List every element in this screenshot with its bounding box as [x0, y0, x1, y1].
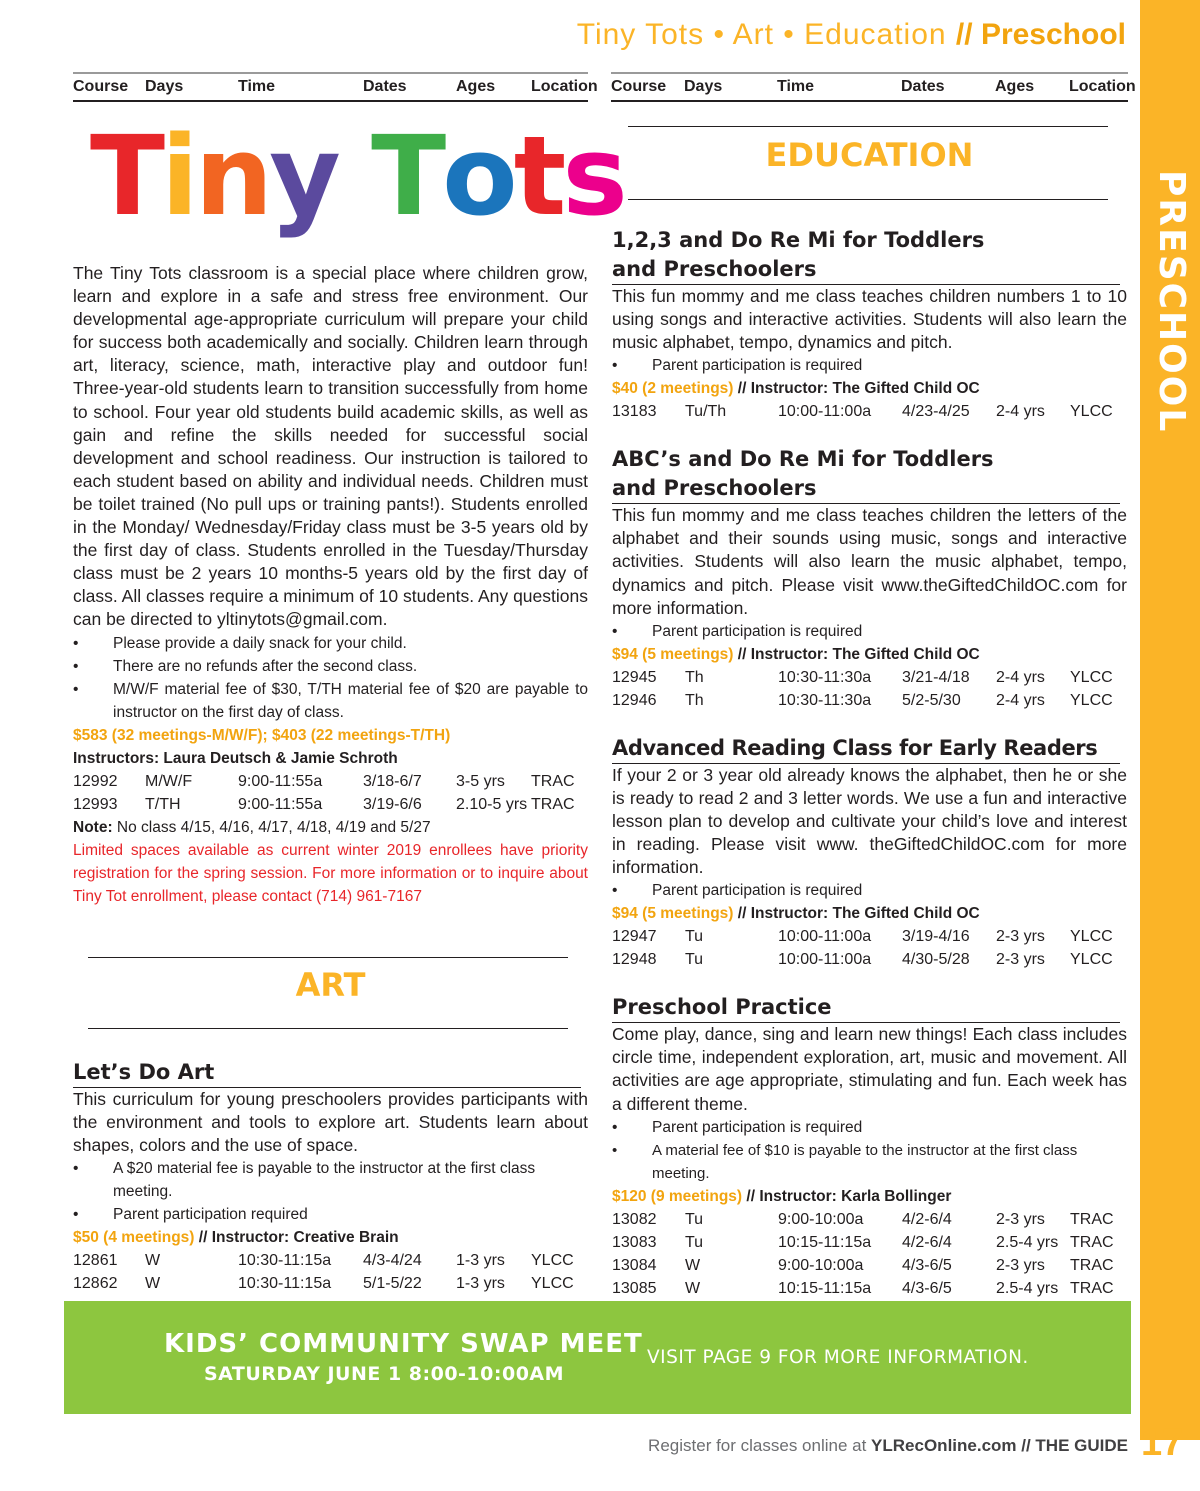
bullet-item: • Parent participation is required	[612, 622, 863, 640]
logo-letter: T	[90, 112, 162, 240]
table-row: 13085 W 10:15-11:15a 4/3-6/5 2.5-4 yrs TRAC	[612, 1279, 1114, 1297]
course-description: If your 2 or 3 year old already knows the alphabet, then he or she is ready to read 2 and 3 letter words. We use a fun and interactive lesson plan to develop and cultivate your child’s love and interest in reading. Please visit www. theGiftedChildOC.com for more information.	[612, 764, 1127, 878]
table-row: 13083 Tu 10:15-11:15a 4/2-6/4 2.5-4 yrs TRAC	[612, 1233, 1114, 1251]
course-price: $94 (5 meetings) // Instructor: The Gifted Child OC	[612, 905, 980, 923]
education-course	[612, 734, 1127, 971]
logo-letter	[337, 112, 371, 240]
logo-letter: o	[442, 112, 514, 240]
education-course	[612, 226, 1127, 423]
header-section: Preschool	[980, 18, 1126, 51]
course-description: Come play, dance, sing and learn new things! Each class includes circle time, independent exploration, art, music and movement. All activities are age appropriate, stimulating and fun. Each week has a different theme.	[612, 1024, 1127, 1114]
logo-letter: s	[562, 112, 624, 240]
footer-guide: // THE GUIDE	[1016, 1436, 1128, 1455]
course-description: This fun mommy and me class teaches children numbers 1 to 10 using songs and interactive activities. Students will also learn the music alphabet, tempo, dynamics and pitch.	[612, 286, 1127, 353]
bullet-item: • A material fee of $10 is payable to the instructor at the first class meeting.	[612, 1141, 1078, 1182]
bullet-item: • Please provide a daily snack for your child.	[73, 634, 407, 652]
right-column	[612, 226, 1127, 1323]
tiny-tots-notice: Limited spaces available as current winter 2019 enrollees have priority registration for the spring session. For more information or to inquire about Tiny Tot enrollment, please contact (714) 961-7167	[73, 841, 588, 905]
course-description: This curriculum for young preschoolers provides participants with the environment and tools to explore art. Students learn about shapes, colors and the use of space.	[73, 1089, 588, 1156]
bullet-item: • Parent participation is required	[612, 1118, 863, 1136]
course-title-line: 1,2,3 and Do Re Mi for Toddlers	[612, 228, 985, 252]
col-course: Course	[73, 78, 129, 95]
art-course	[73, 1058, 588, 1295]
course-description: This fun mommy and me class teaches children the letters of the alphabet and their sounds using music, songs and interactive activities. Students will also learn the music alphabet, tempo, dynamics and pitch. Please visit www.theGiftedChildOC.com for more information.	[612, 505, 1127, 618]
col-dates: Dates	[363, 78, 407, 95]
header-categories: Tiny Tots • Art • Education	[576, 18, 956, 51]
footer-site-link[interactable]: YLRecOnline.com	[871, 1436, 1017, 1455]
table-row: 12948 Tu 10:00-11:00a 4/30-5/28 2-3 yrs YLCC	[612, 951, 1113, 969]
bullet-item: • There are no refunds after the second class.	[73, 657, 418, 675]
logo-letter: t	[513, 112, 563, 240]
column-header-left	[73, 72, 598, 102]
course-title: and Preschoolers	[612, 474, 1120, 504]
col-days: Days	[145, 78, 184, 95]
col-location: Location	[531, 78, 598, 95]
page-header	[577, 18, 1126, 52]
logo-letter: y	[269, 112, 337, 240]
course-title: and Preschoolers	[612, 255, 1120, 285]
education-rule-bottom	[628, 199, 1108, 200]
bullet-item: • Parent participation is required	[612, 357, 863, 375]
logo-letter: i	[161, 112, 195, 240]
table-row: 12992 M/W/F 9:00-11:55a 3/18-6/7 3-5 yrs TRAC	[73, 772, 575, 790]
col-days: Days	[684, 78, 723, 95]
education-course	[612, 993, 1127, 1322]
side-tab-label: PRESCHOOL	[1151, 170, 1192, 434]
tiny-tots-instructors: Instructors: Laura Deutsch & Jamie Schroth	[73, 749, 398, 767]
col-course: Course	[611, 78, 667, 95]
art-rule-top	[88, 957, 568, 958]
education-heading: EDUCATION	[765, 136, 974, 174]
swap-meet-banner	[64, 1301, 1131, 1414]
header-slashes: //	[955, 18, 973, 51]
table-row: 13183 Tu/Th 10:00-11:00a 4/23-4/25 2-4 yrs YLCC	[612, 403, 1113, 421]
education-course	[612, 445, 1127, 711]
course-price: $94 (5 meetings) // Instructor: The Gifted Child OC	[612, 645, 980, 663]
banner-subtitle: SATURDAY JUNE 1 8:00-10:00AM	[204, 1363, 565, 1385]
bullet-item: • A $20 material fee is payable to the instructor at the first class meeting.	[73, 1160, 536, 1201]
bullet-item: • Parent participation required	[73, 1206, 308, 1224]
table-row: 12861 W 10:30-11:15a 4/3-4/24 1-3 yrs YLCC	[73, 1252, 574, 1270]
col-time: Time	[777, 78, 815, 95]
banner-title: KIDS’ COMMUNITY SWAP MEET	[164, 1329, 643, 1359]
art-heading: ART	[295, 966, 366, 1004]
tiny-tots-description: The Tiny Tots classroom is a special place where children grow, learn and explore in a safe and stress free environment. Our developmental age-appropriate curriculum will prepare your child for success both academically and socially. Children learn through art, literacy, science, math, interactive play and outdoor fun! Three-year-old students learn to transition successfully from home to school. Four year old students build academic skills, as well as gain and refine the skills needed for successful social development and school readiness. Our instruction is tailored to each student based on ability and individual needs. Children must be toilet trained (No pull ups or training pants!). Students enrolled in the Monday/ Wednesday/Friday class must be 3-5 years old by the first day of class. Students enrolled in the Tuesday/Thursday class must be 2 years 10 months-5 years old by the first day of class. All classes require a minimum of 10 students. Any questions can be directed to yltinytots@gmail.com.	[73, 263, 588, 630]
table-row: 13084 W 9:00-10:00a 4/3-6/5 2-3 yrs TRAC	[612, 1256, 1114, 1274]
logo-letter: T	[371, 112, 443, 240]
tiny-tots-note: Note: No class 4/15, 4/16, 4/17, 4/18, 4/19 and 5/27	[73, 818, 431, 836]
education-rule-top	[628, 126, 1108, 127]
table-row: 12862 W 10:30-11:15a 5/1-5/22 1-3 yrs YLCC	[73, 1275, 574, 1293]
footer	[648, 1436, 1128, 1456]
col-ages: Ages	[995, 78, 1035, 95]
course-price: $40 (2 meetings) // Instructor: The Gifted Child OC	[612, 380, 980, 398]
col-location: Location	[1069, 78, 1136, 95]
course-price: $120 (9 meetings) // Instructor: Karla Bollinger	[612, 1187, 952, 1205]
course-price: $50 (4 meetings) // Instructor: Creative Brain	[73, 1229, 399, 1247]
column-header-right	[611, 72, 1136, 102]
table-row: 12947 Tu 10:00-11:00a 3/19-4/16 2-3 yrs YLCC	[612, 928, 1113, 946]
tiny-tots-price: $583 (32 meetings-M/W/F); $403 (22 meetings-T/TH)	[73, 726, 451, 744]
footer-register: Register for classes online at	[648, 1436, 872, 1455]
page-number: 17	[1141, 1422, 1184, 1464]
logo-letter: n	[194, 112, 270, 240]
col-dates: Dates	[901, 78, 945, 95]
art-rule-bottom	[88, 1028, 568, 1029]
table-row: 13082 Tu 9:00-10:00a 4/2-6/4 2-3 yrs TRAC	[612, 1210, 1114, 1228]
bullet-item: • Parent participation is required	[612, 882, 863, 900]
course-title: Advanced Reading Class for Early Readers	[612, 734, 1120, 764]
left-column	[73, 262, 588, 908]
table-row: 12945 Th 10:30-11:30a 3/21-4/18 2-4 yrs YLCC	[612, 668, 1113, 686]
table-row: 12993 T/TH 9:00-11:55a 3/19-6/6 2.10-5 yrs TRAC	[73, 795, 575, 813]
course-title-line: ABC’s and Do Re Mi for Toddlers	[612, 447, 994, 472]
tiny-tots-logo	[90, 112, 624, 240]
table-row: 12946 Th 10:30-11:30a 5/2-5/30 2-4 yrs YLCC	[612, 691, 1113, 709]
course-title: Preschool Practice	[612, 993, 1120, 1023]
col-time: Time	[238, 78, 276, 95]
course-title: Let’s Do Art	[73, 1058, 581, 1088]
banner-visit-text: VISIT PAGE 9 FOR MORE INFORMATION.	[647, 1347, 1029, 1368]
bullet-item: • M/W/F material fee of $30, T/TH material fee of $20 are payable to instructor on the first day of class.	[73, 680, 588, 721]
side-tab	[1140, 0, 1200, 1440]
col-ages: Ages	[456, 78, 496, 95]
tiny-tots-bullets	[73, 632, 588, 724]
